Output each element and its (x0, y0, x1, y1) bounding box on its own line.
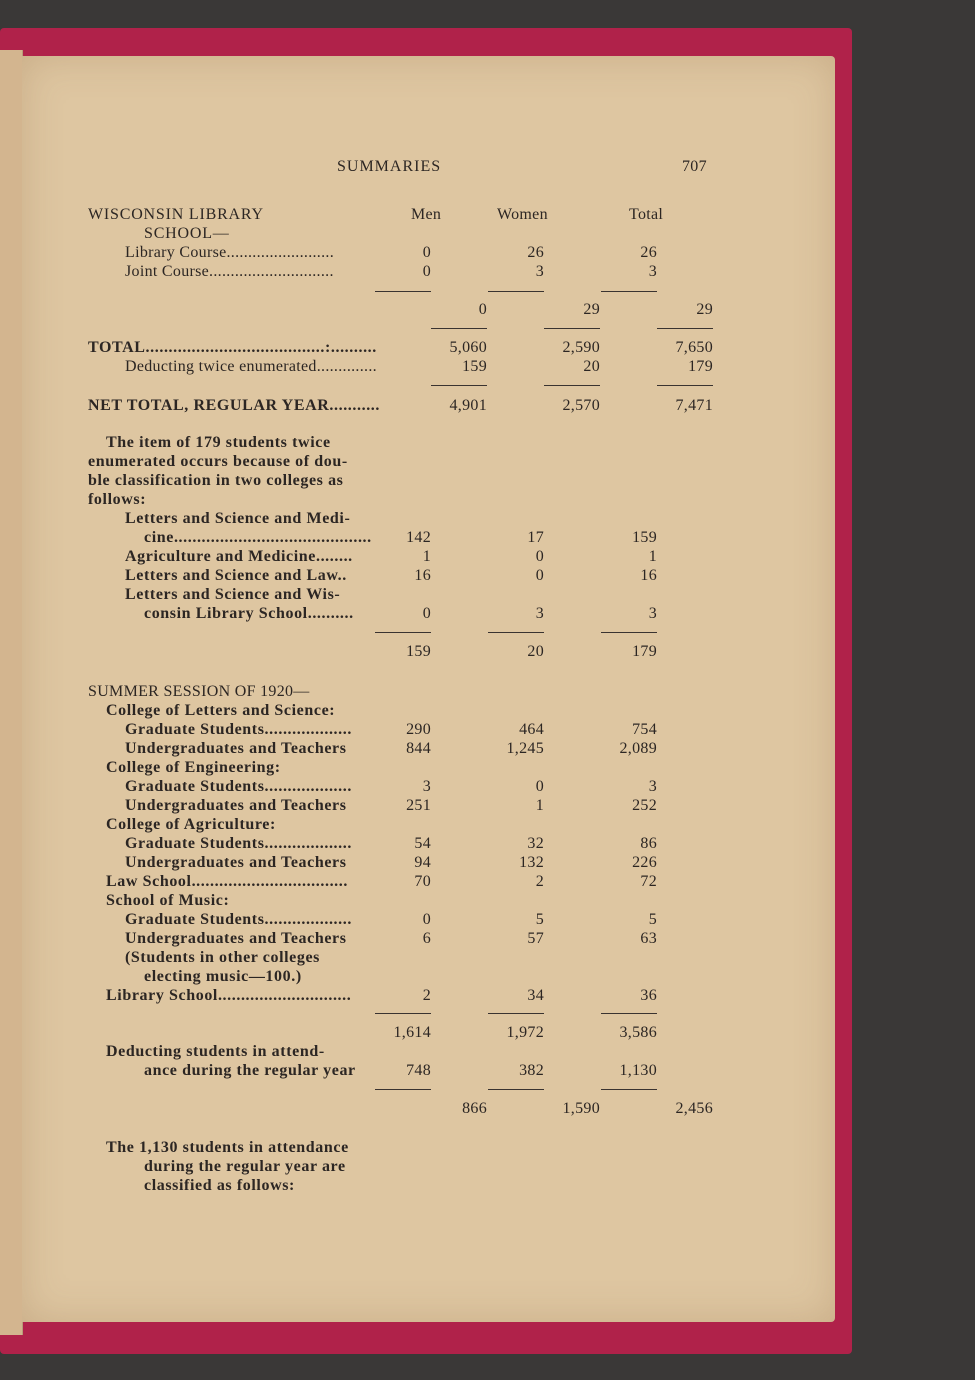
men-value: 3 (422, 778, 431, 795)
page-number: 707 (682, 158, 707, 175)
total-value: 72 (640, 873, 657, 890)
women-value: 1,245 (506, 740, 544, 757)
men-value: 5,060 (449, 339, 487, 356)
section-heading: WISCONSIN LIBRARY (88, 206, 264, 223)
men-value: 4,901 (449, 397, 487, 414)
total-value: 179 (688, 358, 713, 375)
rule-men (375, 632, 431, 633)
section-heading-cont: SCHOOL— (144, 225, 230, 242)
table-row-label: School of Music: (106, 892, 230, 909)
men-value: 6 (422, 930, 431, 947)
paragraph-line: ble classification in two colleges as (88, 472, 344, 489)
women-value: 32 (527, 835, 544, 852)
men-value: 844 (406, 740, 431, 757)
total-value: 1,130 (619, 1062, 657, 1079)
table-row-label: consin Library School.......... (144, 605, 354, 622)
table-row-label: Letters and Science and Law.. (125, 567, 347, 584)
women-value: 3 (535, 605, 544, 622)
total-value: 2,089 (619, 740, 657, 757)
men-value: 142 (406, 529, 431, 546)
paragraph-line: The 1,130 students in attendance (106, 1139, 349, 1156)
total-value: 36 (640, 987, 657, 1004)
rule-women (488, 632, 544, 633)
total-value: 3,586 (619, 1024, 657, 1041)
column-header-men: Men (411, 206, 442, 223)
total-label: TOTAL.......................................:.......... (88, 339, 377, 356)
previous-page-edge (0, 50, 23, 1335)
women-value: 34 (527, 987, 544, 1004)
table-row-label: College of Agriculture: (106, 816, 276, 833)
rule-men (431, 328, 487, 329)
table-row-label: Graduate Students................... (125, 721, 352, 738)
men-value: 70 (414, 873, 431, 890)
rule-women (544, 328, 600, 329)
table-row-label: cine........................................... (144, 529, 372, 546)
men-value: 748 (406, 1062, 431, 1079)
total-value: 3 (648, 263, 657, 280)
men-value: 16 (414, 567, 431, 584)
women-value: 20 (527, 643, 544, 660)
total-value: 16 (640, 567, 657, 584)
men-value: 159 (462, 358, 487, 375)
men-value: 0 (422, 605, 431, 622)
table-row-label: Agriculture and Medicine........ (125, 548, 353, 565)
women-value: 2,570 (562, 397, 600, 414)
total-value: 7,471 (675, 397, 713, 414)
women-value: 2 (535, 873, 544, 890)
total-value: 1 (648, 548, 657, 565)
table-row-label: electing music—100.) (144, 968, 302, 985)
paragraph-line: follows: (88, 491, 147, 508)
women-value: 29 (583, 301, 600, 318)
women-value: 0 (535, 548, 544, 565)
women-value: 3 (535, 263, 544, 280)
deduct-label: Deducting twice enumerated.............. (125, 358, 377, 375)
women-value: 464 (519, 721, 544, 738)
women-value: 382 (519, 1062, 544, 1079)
total-value: 226 (632, 854, 657, 871)
total-value: 3 (648, 605, 657, 622)
table-row-label: (Students in other colleges (125, 949, 321, 966)
women-value: 1 (535, 797, 544, 814)
women-value: 20 (583, 358, 600, 375)
women-value: 2,590 (562, 339, 600, 356)
rule-total (601, 1089, 657, 1090)
table-row-label: Undergraduates and Teachers (125, 930, 347, 947)
rule-men (375, 1013, 431, 1014)
rule-total (657, 328, 713, 329)
rule-women (488, 1013, 544, 1014)
men-value: 1,614 (393, 1024, 431, 1041)
total-value: 7,650 (675, 339, 713, 356)
table-row-label: Letters and Science and Medi- (125, 510, 351, 527)
table-row-label: Graduate Students................... (125, 835, 352, 852)
deduct-label-cont: ance during the regular year (144, 1062, 356, 1079)
rule-women (488, 291, 544, 292)
men-value: 54 (414, 835, 431, 852)
paragraph-line: classified as follows: (144, 1177, 295, 1194)
total-value: 86 (640, 835, 657, 852)
women-value: 26 (527, 244, 544, 261)
total-value: 2,456 (675, 1100, 713, 1117)
total-value: 3 (648, 778, 657, 795)
paragraph-line: The item of 179 students twice (106, 434, 331, 451)
total-value: 26 (640, 244, 657, 261)
total-value: 159 (632, 529, 657, 546)
table-row-label: College of Engineering: (106, 759, 281, 776)
rule-total (601, 291, 657, 292)
paragraph-line: enumerated occurs because of dou- (88, 453, 348, 470)
total-value: 754 (632, 721, 657, 738)
table-row-label: Joint Course............................. (125, 263, 334, 280)
women-value: 0 (535, 567, 544, 584)
table-row-label: Undergraduates and Teachers (125, 854, 347, 871)
rule-men (375, 1089, 431, 1090)
table-row-label: Undergraduates and Teachers (125, 740, 347, 757)
rule-total (601, 632, 657, 633)
table-row-label: Graduate Students................... (125, 911, 352, 928)
rule-men (431, 385, 487, 386)
rule-women (488, 1089, 544, 1090)
men-value: 2 (422, 987, 431, 1004)
column-header-total: Total (629, 206, 664, 223)
men-value: 251 (406, 797, 431, 814)
column-header-women: Women (497, 206, 548, 223)
women-value: 0 (535, 778, 544, 795)
rule-men (375, 291, 431, 292)
women-value: 57 (527, 930, 544, 947)
rule-total (657, 385, 713, 386)
men-value: 0 (422, 911, 431, 928)
deduct-label: Deducting students in attend- (106, 1043, 325, 1060)
table-row-label: Library School............................. (106, 987, 352, 1004)
rule-women (544, 385, 600, 386)
table-row-label: Letters and Science and Wis- (125, 586, 341, 603)
total-value: 179 (632, 643, 657, 660)
men-value: 866 (462, 1100, 487, 1117)
rule-total (601, 1013, 657, 1014)
total-value: 29 (696, 301, 713, 318)
men-value: 290 (406, 721, 431, 738)
women-value: 1,590 (562, 1100, 600, 1117)
table-row-label: Library Course......................... (125, 244, 335, 261)
table-row-label: Undergraduates and Teachers (125, 797, 347, 814)
paragraph-line: during the regular year are (144, 1158, 346, 1175)
women-value: 17 (527, 529, 544, 546)
total-value: 5 (648, 911, 657, 928)
women-value: 132 (519, 854, 544, 871)
men-value: 94 (414, 854, 431, 871)
running-title: SUMMARIES (337, 158, 442, 175)
men-value: 1 (422, 548, 431, 565)
total-value: 252 (632, 797, 657, 814)
men-value: 0 (478, 301, 487, 318)
men-value: 0 (422, 263, 431, 280)
total-value: 63 (640, 930, 657, 947)
women-value: 1,972 (506, 1024, 544, 1041)
men-value: 159 (406, 643, 431, 660)
table-row-label: Graduate Students................... (125, 778, 352, 795)
table-row-label: College of Letters and Science: (106, 702, 336, 719)
table-row-label: Law School.................................. (106, 873, 348, 890)
section-heading: SUMMER SESSION OF 1920— (88, 683, 310, 700)
men-value: 0 (422, 244, 431, 261)
women-value: 5 (535, 911, 544, 928)
net-total-label: NET TOTAL, REGULAR YEAR........... (88, 397, 381, 414)
